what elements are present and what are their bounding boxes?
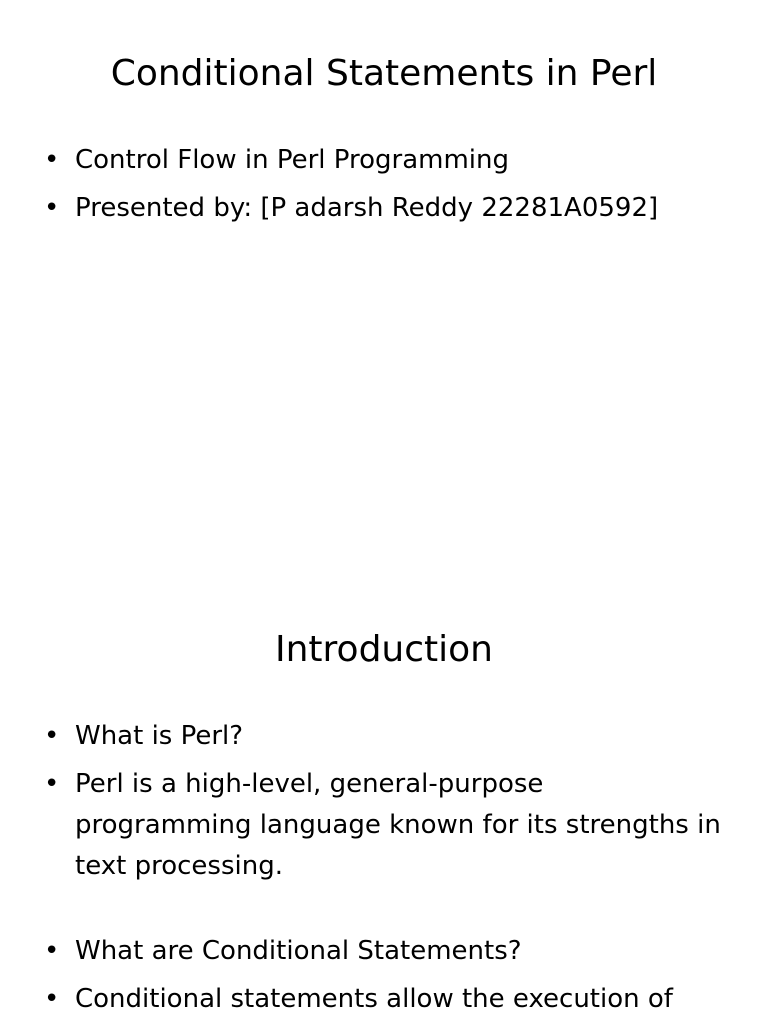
bullet-item [44, 140, 728, 181]
bullet-text: Presented by: [P adarsh Reddy 22281A0592] [75, 193, 659, 223]
bullet-icon: • [44, 984, 60, 1014]
bullet-item [44, 188, 728, 229]
bullet-text: Perl is a high-level, general-purpose programming language known for its strengths in text processing. [75, 769, 721, 881]
bullet-list [44, 716, 728, 1024]
bullet-text: Control Flow in Perl Programming [75, 145, 509, 175]
bullet-text: Conditional statements allow the execution of [75, 984, 673, 1014]
bullet-text: What are Conditional Statements? [75, 936, 522, 966]
bullet-icon: • [44, 936, 60, 966]
bullet-list [44, 140, 728, 236]
bullet-item [44, 979, 728, 1020]
bullet-icon: • [44, 721, 60, 751]
bullet-item [44, 764, 728, 887]
slide-title: Introduction [274, 629, 493, 670]
bullet-item [44, 716, 728, 757]
bullet-icon: • [44, 193, 60, 223]
bullet-item [44, 931, 728, 972]
bullet-icon: • [44, 145, 60, 175]
slide-2 [0, 576, 768, 1024]
bullet-text: What is Perl? [75, 721, 244, 751]
slide-title: Conditional Statements in Perl [110, 53, 658, 94]
bullet-icon: • [44, 769, 60, 799]
